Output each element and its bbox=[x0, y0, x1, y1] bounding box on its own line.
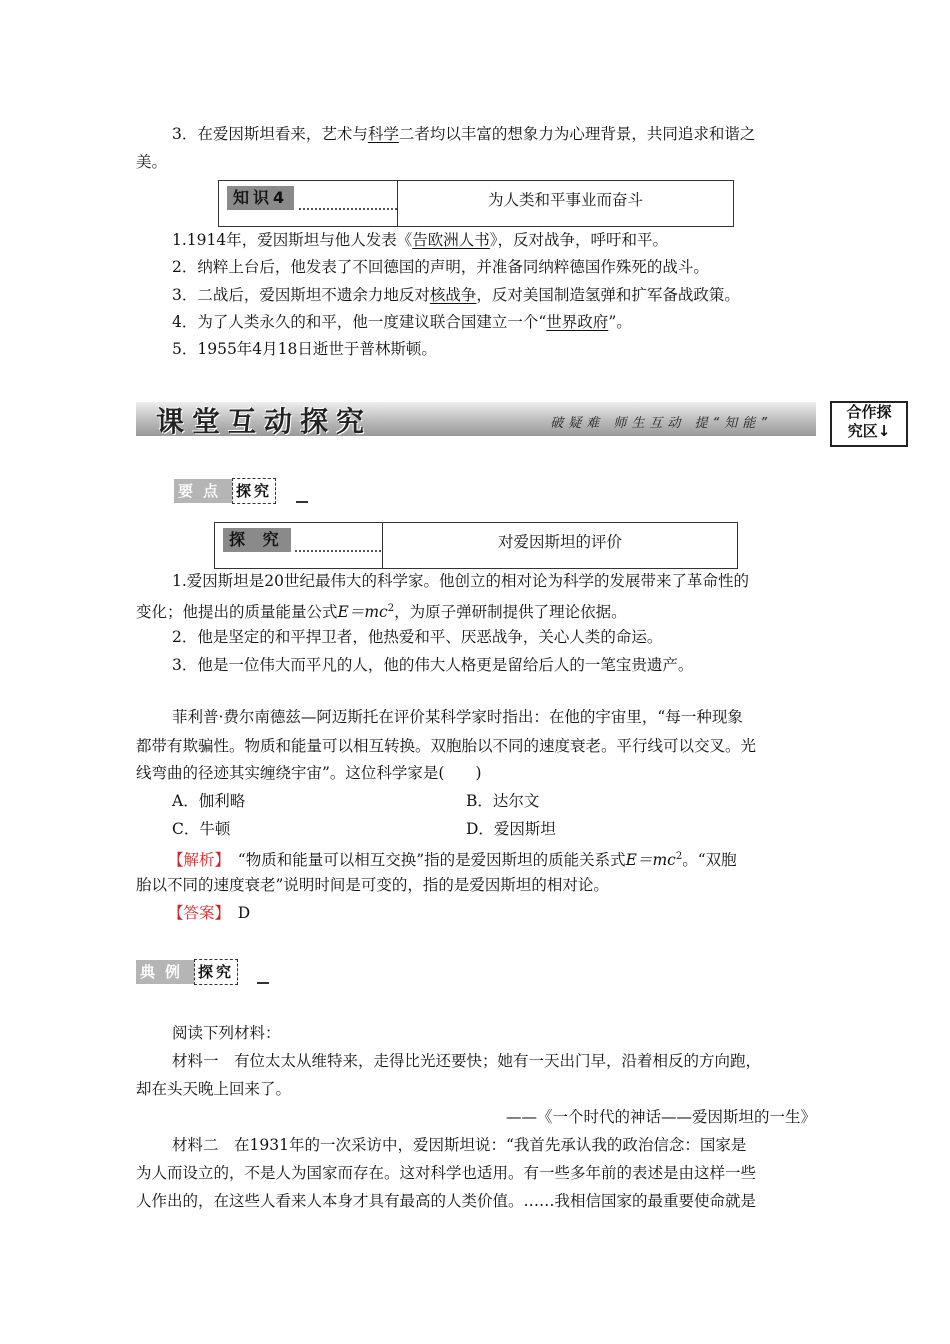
example-tag bbox=[136, 959, 238, 983]
cooperation-zone-badge bbox=[830, 401, 908, 447]
analysis-line1: 【解析】 “物质和能量可以相互交换”指的是爱因斯坦的质能关系式$E=mc^2$。“双胞 bbox=[168, 851, 737, 870]
knowledge3-item3-cont: 美。 bbox=[136, 153, 168, 171]
keyword-world-government: 世界政府 bbox=[546, 313, 609, 331]
explore-tab: 探 究 bbox=[223, 528, 291, 552]
material2-line2: 为人而设立的，不是人为国家而存在。这对科学也适用。有一些多年前的表述是由这样一些 bbox=[136, 1164, 757, 1182]
tag-explore: 探究 bbox=[232, 478, 276, 504]
material1-line2: 却在头天晚上回来了。 bbox=[136, 1080, 292, 1098]
k4-item2: 2．纳粹上台后，他发表了不回德国的声明，并准备同纳粹德国作殊死的战斗。 bbox=[172, 258, 709, 276]
eval-line2: 变化；他提出的质量能量公式$E=mc^2$，为原子弹研制提供了理论依据。 bbox=[136, 603, 627, 622]
eval-line4: 3．他是一位伟大而平凡的人，他的伟大人格更是留给后人的一笔宝贵遗产。 bbox=[172, 656, 694, 674]
analysis-line2: 胎以不同的速度衰老”说明时间是可变的，指的是爱因斯坦的相对论。 bbox=[136, 876, 609, 894]
answer-label: 【答案】 bbox=[168, 904, 223, 922]
dotted-rule bbox=[295, 550, 381, 552]
knowledge4-title: 为人类和平事业而奋斗 bbox=[397, 181, 733, 226]
material2-line3: 人作出的，在这些人看来人本身才具有最高的人类价值。……我相信国家的最重要使命就是 bbox=[136, 1192, 757, 1210]
formula-emc2: E＝mc bbox=[337, 603, 388, 622]
k4-item4: 4．为了人类永久的和平，他一度建议联合国建立一个“世界政府”。 bbox=[172, 313, 632, 331]
dotted-rule bbox=[299, 208, 397, 210]
knowledge4-tab: 知识4 bbox=[227, 186, 294, 210]
banner-subtitle: 破疑难 师生互动 提“知能” bbox=[550, 416, 772, 431]
keyword-science: 科学 bbox=[367, 125, 399, 143]
k4-item3: 3．二战后，爱因斯坦不遗余力地反对核战争，反对美国制造氢弹和扩军备战政策。 bbox=[172, 286, 740, 304]
knowledge3-item3: 3．在爱因斯坦看来，艺术与科学二者均以丰富的想象力为心理背景，共同追求和谐之 bbox=[172, 125, 756, 143]
coop-line1: 合作探 bbox=[846, 403, 892, 421]
k4-item1: 1.1914年，爱因斯坦与他人发表《告欧洲人书》，反对战争，呼吁和平。 bbox=[172, 231, 669, 249]
tag-example: 典例 bbox=[136, 960, 194, 984]
keyword-nuclear-war: 核战争 bbox=[429, 286, 477, 304]
question-line3: 线弯曲的径迹其实缠绕宇宙”。这位科学家是( ) bbox=[136, 764, 482, 782]
formula-emc2: E＝mc bbox=[625, 851, 676, 870]
analysis-label: 【解析】 bbox=[168, 851, 223, 870]
question-line2: 都带有欺骗性。物质和能量可以相互转换。双胞胎以不同的速度衰老。平行线可以交叉。光 bbox=[136, 737, 757, 755]
coop-line2: 究区↓ bbox=[847, 422, 891, 440]
option-c: C．牛顿 bbox=[172, 820, 231, 838]
option-a: A．伽利略 bbox=[172, 792, 246, 810]
tag-rule bbox=[257, 982, 269, 984]
material-intro: 阅读下列材料： bbox=[172, 1024, 281, 1042]
explore-title: 对爱因斯坦的评价 bbox=[382, 523, 737, 568]
eval-line3: 2．他是坚定的和平捍卫者，他热爱和平、厌恶战争，关心人类的命运。 bbox=[172, 628, 663, 646]
section-banner bbox=[136, 402, 816, 436]
option-b: B．达尔文 bbox=[466, 792, 540, 810]
answer-line bbox=[136, 902, 848, 924]
question-line1: 菲利普·费尔南德兹—阿迈斯托在评价某科学家时指出：在他的宇宙里，“每一种现象 bbox=[172, 708, 743, 726]
tag-rule bbox=[296, 501, 308, 503]
material1-line1: 材料一 有位太太从维特来，走得比光还要快；她有一天出门早，沿着相反的方向跑， bbox=[172, 1052, 762, 1070]
option-d: D．爱因斯坦 bbox=[466, 820, 556, 838]
keyword-letter: 告欧洲人书 bbox=[412, 231, 490, 249]
tag-key-points: 要点 bbox=[174, 479, 232, 503]
material2-line1: 材料二 在1931年的一次采访中，爱因斯坦说：“我首先承认我的政治信念：国家是 bbox=[172, 1136, 747, 1154]
knowledge4-header bbox=[218, 180, 734, 227]
key-points-tag bbox=[174, 478, 276, 502]
material1-source: ——《一个时代的神话——爱因斯坦的一生》 bbox=[505, 1108, 816, 1126]
banner-title: 课堂互动探究 bbox=[156, 405, 373, 438]
answer-value: D bbox=[222, 904, 251, 922]
explore-header bbox=[214, 522, 738, 569]
eval-line1: 1.爱因斯坦是20世纪最伟大的科学家。他创立的相对论为科学的发展带来了革命性的 bbox=[172, 572, 750, 590]
k4-item5: 5．1955年4月18日逝世于普林斯顿。 bbox=[172, 340, 437, 358]
tag-explore: 探究 bbox=[194, 959, 238, 985]
